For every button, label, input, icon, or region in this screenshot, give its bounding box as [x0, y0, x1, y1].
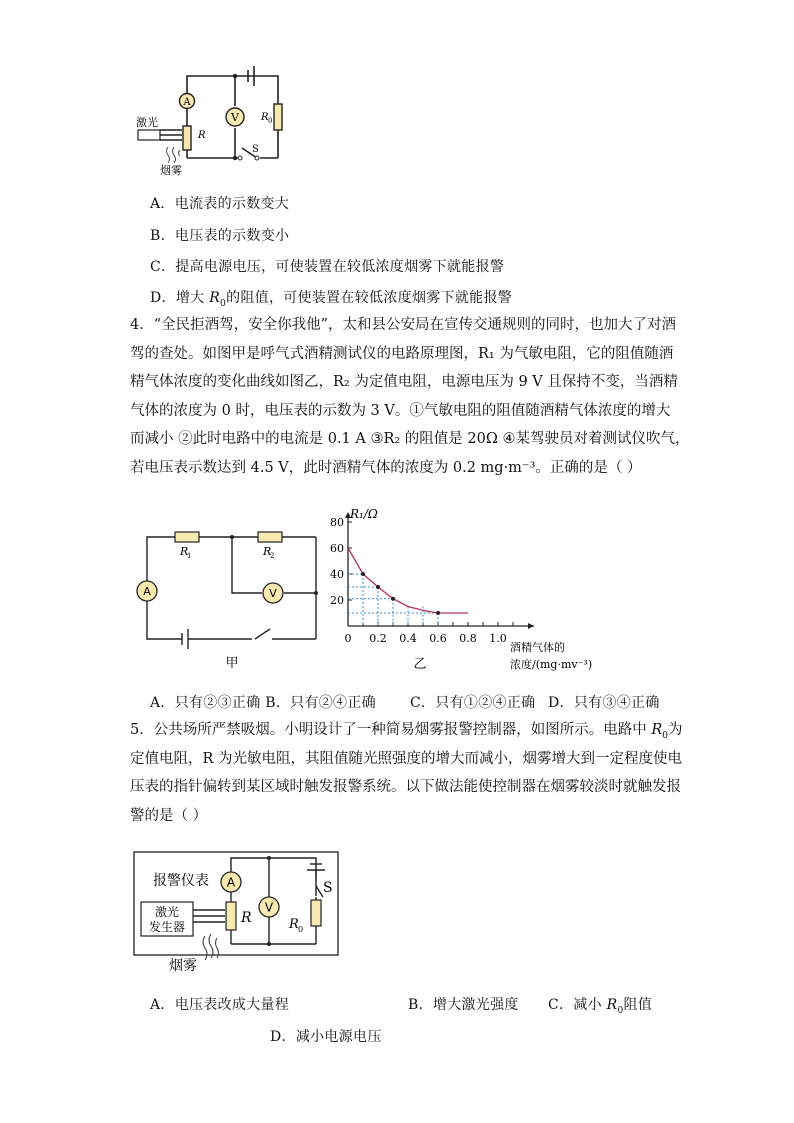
chart-xlabel: 酒精气体的: [510, 641, 565, 654]
svg-text:A: A: [183, 97, 191, 108]
photoresistor-icon: [183, 126, 191, 150]
q4-option-ab: A．只有②③正确 B．只有②④正确: [150, 695, 376, 711]
q3-option-b: B．电压表的示数变小: [150, 228, 290, 244]
series-line: [348, 548, 468, 613]
svg-text:R: R: [198, 130, 206, 141]
q5-line-4: 警的是（ ）: [130, 807, 208, 824]
q3-option-a: A．电流表的示数变大: [150, 196, 290, 212]
q5-option-b: B．增大激光强度: [408, 997, 519, 1013]
q5-line-2: 定值电阻，R 为光敏电阻，其阻值随光照强度的增大而减小，烟雾增大到一定程度使电: [130, 750, 683, 767]
q3-circuit-figure: [130, 60, 300, 180]
svg-text:激光: 激光: [136, 116, 158, 129]
data-point: [376, 585, 380, 589]
y-tick-label: 40: [330, 568, 344, 581]
q4-line-6: 若电压表示数达到 4.5 V，此时酒精气体的浓度为 0.2 mg·m⁻³。正确的是（ ）: [130, 459, 642, 476]
svg-text:甲: 甲: [225, 656, 239, 671]
x-axis-arrow-icon: [528, 623, 534, 629]
q5-option-c: [548, 994, 652, 1016]
q5-option-c-post: 阻值: [623, 997, 653, 1013]
q4-question: [130, 311, 690, 486]
svg-text:R: R: [180, 545, 189, 558]
q5-line-1-sub: 0: [662, 730, 668, 741]
q3-option-d-sub: 0: [220, 298, 227, 309]
svg-text:A: A: [143, 585, 151, 598]
q4-option-d: D．只有③④正确: [548, 695, 660, 711]
svg-text:0: 0: [268, 117, 273, 125]
fixed-resistor-icon: [274, 104, 282, 130]
data-point: [361, 572, 365, 576]
q5-circuit-figure: [133, 850, 343, 978]
svg-text:R: R: [289, 917, 299, 932]
smoke-icon: [167, 147, 181, 163]
y-tick-label: 60: [330, 542, 344, 555]
q3-option-d: [150, 287, 512, 309]
data-point: [391, 597, 395, 601]
svg-text:0: 0: [298, 925, 304, 934]
svg-text:S: S: [252, 144, 259, 155]
r2-resistor-icon: [258, 532, 282, 542]
q3-option-c: C．提高电源电压，可使装置在较低浓度烟雾下就能报警: [150, 259, 505, 275]
svg-text:烟雾: 烟雾: [160, 164, 182, 177]
q4-line-1: 4．“全民拒酒驾，安全你我他”，太和县公安局在宣传交通规则的同时，也加大了对酒: [130, 317, 677, 333]
fixed-resistor-icon: [311, 900, 321, 926]
q4-option-c: C．只有①②④正确: [410, 695, 536, 711]
q5-line-3: 压表的指针偏转到某区域时触发报警系统。以下做法能使控制器在烟雾较淡时就触发报: [130, 779, 681, 795]
svg-text:R: R: [241, 910, 252, 926]
svg-text:烟雾: 烟雾: [169, 958, 197, 974]
q5-option-c-pre: C．减小: [548, 997, 607, 1013]
q5-line-1-text: 5．公共场所严禁吸烟。小明设计了一种简易烟雾报警控制器，如图所示。电路中: [130, 722, 652, 738]
x-tick-label: 0.8: [459, 632, 477, 645]
chart-caption: 乙: [413, 657, 427, 672]
x-tick-label: 0.6: [429, 632, 447, 645]
data-point: [436, 611, 440, 615]
x-tick-label: 0.4: [399, 632, 417, 645]
x-tick-label: 0: [344, 632, 352, 645]
svg-text:A: A: [226, 875, 236, 890]
q5-option-d: D．减小电源电压: [270, 1029, 382, 1045]
q4-line-4: 气体的浓度为 0 时，电压表的示数为 3 V。①气敏电阻的阻值随酒精气体浓度的增大: [130, 402, 671, 419]
x-tick-label: 0.2: [369, 632, 387, 645]
q5-line-1-end: 为: [668, 722, 683, 738]
svg-text:R: R: [261, 112, 269, 123]
q5-line-1-r: R: [651, 722, 663, 738]
q4-line-2: 驾的查处。如图甲是呼气式酒精测试仪的电路原理图，R₁ 为气敏电阻，它的阻值随酒: [130, 345, 674, 362]
svg-text:发生器: 发生器: [148, 920, 186, 934]
q5-question: [130, 716, 683, 836]
svg-text:报警仪表: 报警仪表: [153, 873, 209, 889]
svg-text:2: 2: [270, 552, 275, 560]
q5-option-c-r: R: [606, 997, 618, 1013]
chart-ylabel: R₁/Ω: [350, 507, 378, 521]
q4-resistance-chart: [320, 500, 620, 680]
y-tick-label: 80: [330, 516, 344, 529]
q4-circuit-figure: [130, 515, 330, 675]
q5-option-a: A．电压表改成大量程: [150, 997, 290, 1013]
q4-line-5: 而减小 ②此时电路中的电流是 0.1 A ③R₂ 的阻值是 20Ω ④某驾驶员对着测试仪吹气，: [130, 431, 690, 447]
q3-option-d-post: 的阻值，可使装置在较低浓度烟雾下就能报警: [226, 290, 513, 306]
svg-text:V: V: [231, 111, 239, 124]
q5-option-c-sub: 0: [617, 1005, 624, 1016]
svg-text:R: R: [263, 545, 272, 558]
chart-xlabel2: 浓度/(mg·mv⁻³): [510, 658, 593, 671]
q3-option-d-r: R: [209, 290, 221, 306]
q3-option-d-pre: D．增大: [150, 290, 210, 306]
svg-text:V: V: [269, 587, 277, 600]
photoresistor-icon: [226, 902, 236, 930]
svg-text:V: V: [264, 900, 274, 915]
y-tick-label: 20: [330, 594, 344, 607]
q4-line-3: 精气体浓度的变化曲线如图乙，R₂ 为定值电阻，电源电压为 9 V 且保持不变，当酒精: [130, 374, 678, 390]
svg-text:1: 1: [187, 552, 192, 560]
r1-resistor-icon: [175, 532, 199, 542]
svg-text:激光: 激光: [154, 905, 180, 919]
svg-text:S: S: [323, 880, 333, 896]
x-tick-label: 1.0: [489, 632, 507, 645]
